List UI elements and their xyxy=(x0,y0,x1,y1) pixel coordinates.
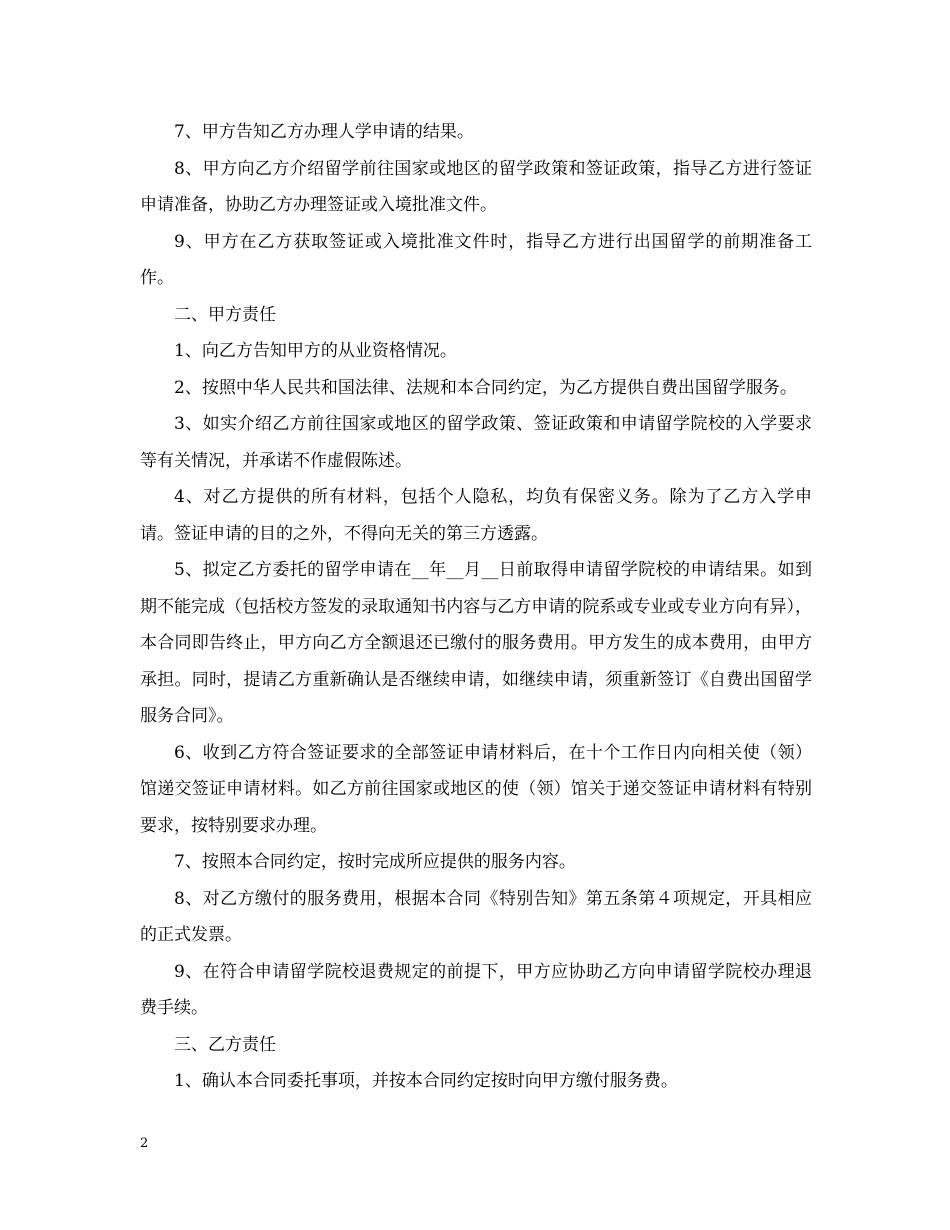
paragraph-service-9: 9、甲方在乙方获取签证或入境批准文件时，指导乙方进行出国留学的前期准备工作。 xyxy=(140,231,812,288)
paragraph-party-a-4: 4、对乙方提供的所有材料，包括个人隐私，均负有保密义务。除为了乙方入学申请。签证申请的目的之外，不得向无关的第三方透露。 xyxy=(140,487,812,544)
page-number: 2 xyxy=(140,1136,149,1151)
paragraph-party-a-6: 6、收到乙方符合签证要求的全部签证申请材料后，在十个工作日内向相关使（领）馆递交签证申请材料。如乙方前往国家或地区的使（领）馆关于递交签证申请材料有特别要求，按特别要求办理。 xyxy=(140,742,812,836)
section-heading-party-a: 二、甲方责任 xyxy=(174,304,276,325)
paragraph-party-a-1: 1、向乙方告知甲方的从业资格情况。 xyxy=(174,341,457,361)
paragraph-party-a-9: 9、在符合申请留学院校退费规定的前提下，甲方应协助乙方向申请留学院校办理退费手续。 xyxy=(140,961,812,1018)
paragraph-party-a-8: 8、对乙方缴付的服务费用，根据本合同《特别告知》第五条第４项规定，开具相应的正式发票。 xyxy=(140,888,812,945)
section-heading-party-b: 三、乙方责任 xyxy=(174,1034,276,1055)
paragraph-party-b-1: 1、确认本合同委托事项，并按本合同约定按时向甲方缴付服务费。 xyxy=(174,1071,678,1091)
paragraph-service-7: 7、甲方告知乙方办理人学申请的结果。 xyxy=(174,122,474,142)
paragraph-party-a-2: 2、按照中华人民共和国法律、法规和本合同约定，为乙方提供自费出国留学服务。 xyxy=(174,377,797,398)
paragraph-party-a-3: 3、如实介绍乙方前往国家或地区的留学政策、签证政策和申请留学院校的入学要求等有关情况，并承诺不作虚假陈述。 xyxy=(140,414,812,471)
paragraph-service-8: 8、甲方向乙方介绍留学前往国家或地区的留学政策和签证政策，指导乙方进行签证申请准备，协助乙方办理签证或入境批准文件。 xyxy=(140,158,812,215)
document-body xyxy=(140,114,812,1100)
paragraph-party-a-5: 5、拟定乙方委托的留学申请在__年__月__日前取得申请留学院校的申请结果。如到期不能完成（包括校方签发的录取通知书内容与乙方申请的院系或专业或专业方向有异），本合同即告终止，甲方向乙方全额退还已缴付的服务费用。甲方发生的成本费用，由甲方承担。同时，提请乙方重新确认是否继续申请，如继续申请，须重新签订《自费出国留学服务合同》。 xyxy=(140,560,812,726)
paragraph-party-a-7: 7、按照本合同约定，按时完成所应提供的服务内容。 xyxy=(174,852,576,872)
